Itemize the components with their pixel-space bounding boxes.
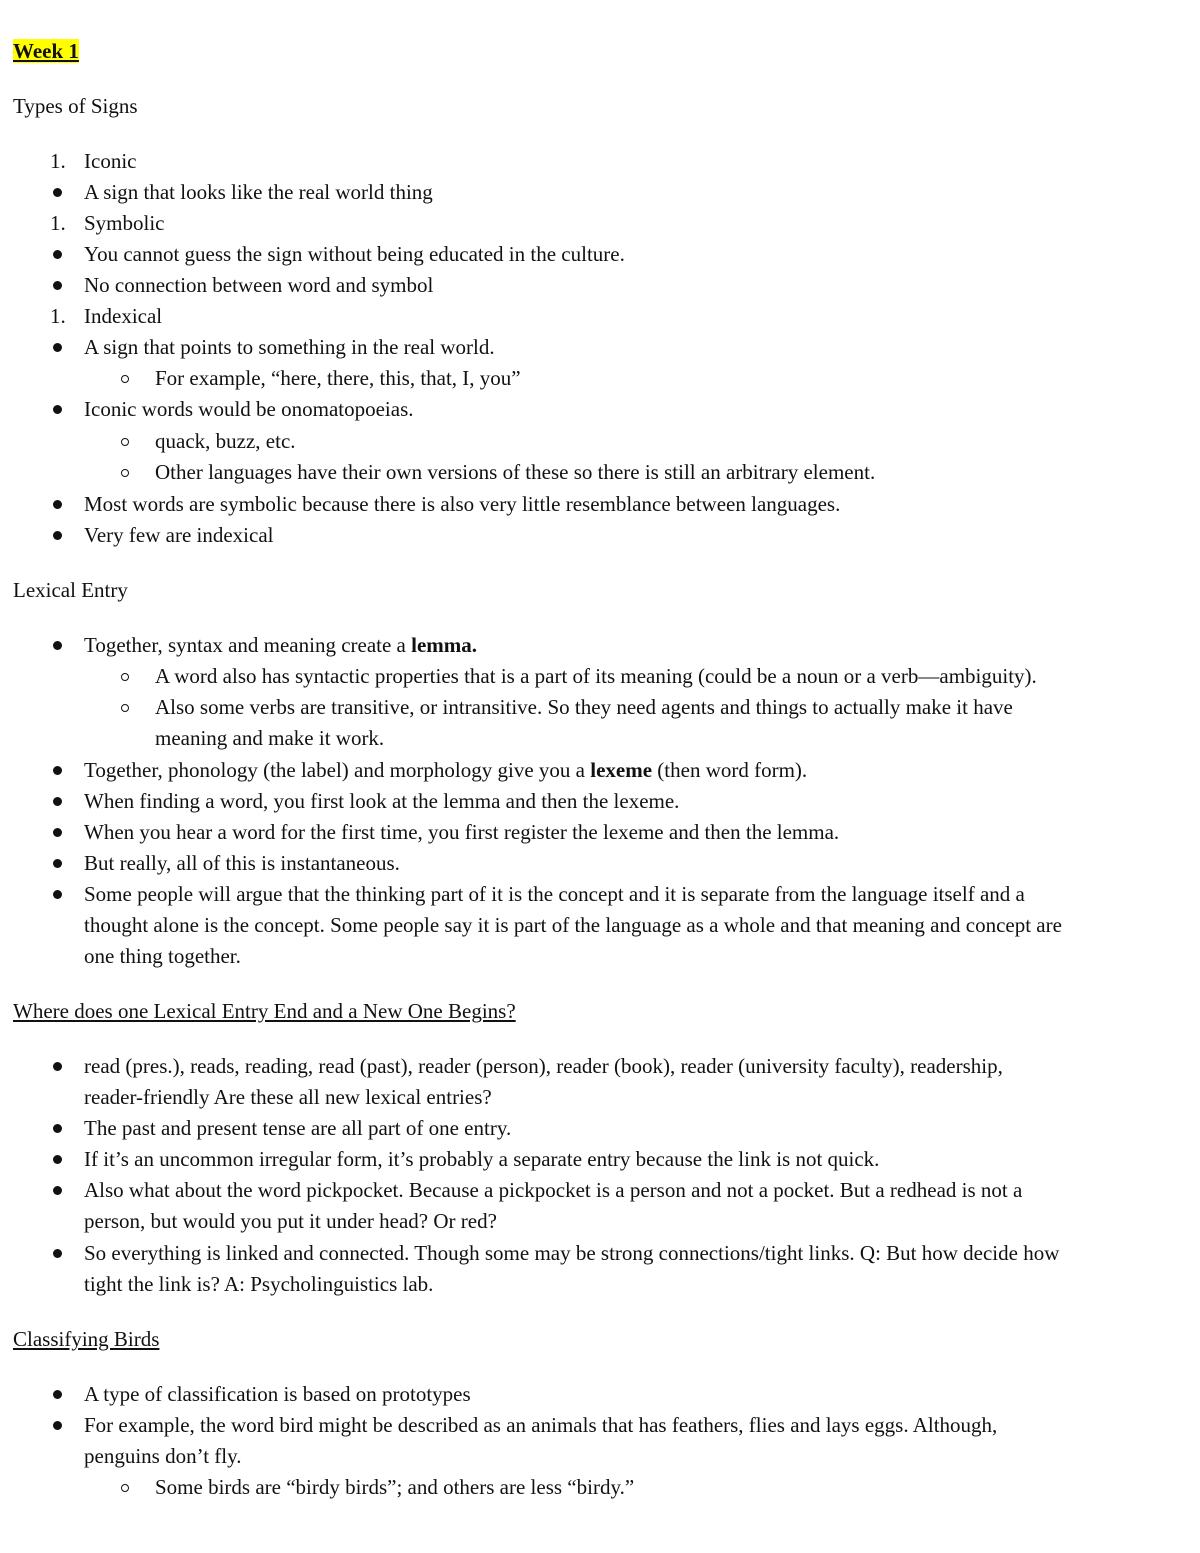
list-item: Most words are symbolic because there is also very little resemblance between languages.: [84, 492, 841, 516]
sub-list-item-continued: meaning and make it work.: [155, 726, 385, 750]
bullet-icon: [53, 766, 62, 775]
list-item: So everything is linked and connected. Though some may be strong connections/tight links. Q: But how decide how: [84, 1241, 1060, 1265]
sub-list-item: A word also has syntactic properties that is a part of its meaning (could be a noun or a verb—ambiguity).: [155, 664, 1037, 688]
sub-list-item: Also some verbs are transitive, or intransitive. So they need agents and things to actually make it have: [155, 695, 1013, 719]
list-item: Also what about the word pickpocket. Because a pickpocket is a person and not a pocket. But a redhead is not a: [84, 1178, 1023, 1202]
list-number: 1.: [50, 211, 66, 235]
hollow-bullet-icon: [121, 375, 129, 383]
bullet-icon: [53, 1249, 62, 1258]
bullet-icon: [53, 343, 62, 352]
sub-list-item: Other languages have their own versions of these so there is still an arbitrary element.: [155, 460, 876, 484]
hollow-bullet-icon: [121, 469, 129, 477]
list-item: When you hear a word for the first time, you first register the lexeme and then the lemma.: [84, 820, 840, 844]
list-item-continued: tight the link is? A: Psycholinguistics lab.: [84, 1272, 434, 1296]
hollow-bullet-icon: [121, 704, 129, 712]
bullet-icon: [53, 405, 62, 414]
list-item-text: Together, phonology (the label) and morphology give you a: [84, 758, 591, 782]
bullet-icon: [53, 1421, 62, 1430]
list-item: You cannot guess the sign without being educated in the culture.: [84, 242, 625, 266]
hollow-bullet-icon: [121, 1484, 129, 1492]
bullet-icon: [53, 828, 62, 837]
list-item-iconic: Iconic: [84, 149, 137, 173]
bullet-icon: [53, 641, 62, 650]
list-item: [84, 630, 477, 661]
list-item-text: Together, syntax and meaning create a: [84, 633, 412, 657]
hollow-bullet-icon: [121, 438, 129, 446]
list-item-continued: one thing together.: [84, 944, 241, 968]
lemma-term: lemma.: [411, 633, 478, 657]
week-heading-text: Week 1: [13, 39, 79, 63]
sub-list-item: Some birds are “birdy birds”; and others are less “birdy.”: [155, 1475, 635, 1499]
list-item: Some people will argue that the thinking part of it is the concept and it is separate from the language itself and a: [84, 882, 1025, 906]
lexical-entry-title: Lexical Entry: [13, 578, 128, 602]
bullet-icon: [53, 1390, 62, 1399]
list-item: A type of classification is based on prototypes: [84, 1382, 471, 1406]
bullet-icon: [53, 1124, 62, 1133]
types-of-signs-title: Types of Signs: [13, 94, 138, 118]
sub-list-item: For example, “here, there, this, that, I, you”: [155, 366, 521, 390]
bullet-icon: [53, 500, 62, 509]
list-item: No connection between word and symbol: [84, 273, 434, 297]
sub-list-item: quack, buzz, etc.: [155, 429, 296, 453]
list-item: The past and present tense are all part of one entry.: [84, 1116, 512, 1140]
bullet-icon: [53, 531, 62, 540]
bullet-icon: [53, 859, 62, 868]
list-item-indexical: Indexical: [84, 304, 163, 328]
bullet-icon: [53, 1186, 62, 1195]
list-item: [84, 755, 807, 786]
list-item-symbolic: Symbolic: [84, 211, 165, 235]
list-item-continued: penguins don’t fly.: [84, 1444, 242, 1468]
bullet-icon: [53, 797, 62, 806]
list-number: 1.: [50, 304, 66, 328]
list-item-text: (then word form).: [652, 758, 808, 782]
bullet-icon: [53, 281, 62, 290]
list-item: read (pres.), reads, reading, read (past), reader (person), reader (book), reader (university faculty), readership,: [84, 1054, 1003, 1078]
list-number: 1.: [50, 149, 66, 173]
list-item-continued: person, but would you put it under head? Or red?: [84, 1209, 497, 1233]
lexeme-term: lexeme: [590, 758, 653, 782]
bullet-icon: [53, 188, 62, 197]
list-item-continued: reader-friendly Are these all new lexical entries?: [84, 1085, 492, 1109]
hollow-bullet-icon: [121, 673, 129, 681]
bullet-icon: [53, 1155, 62, 1164]
list-item: A sign that points to something in the real world.: [84, 335, 495, 359]
list-item: When finding a word, you first look at the lemma and then the lexeme.: [84, 789, 680, 813]
list-item: But really, all of this is instantaneous.: [84, 851, 400, 875]
list-item: Very few are indexical: [84, 523, 274, 547]
where-title: Where does one Lexical Entry End and a New One Begins?: [13, 999, 516, 1023]
list-item: Iconic words would be onomatopoeias.: [84, 397, 414, 421]
list-item: If it’s an uncommon irregular form, it’s probably a separate entry because the link is not quick.: [84, 1147, 880, 1171]
list-item-continued: thought alone is the concept. Some people say it is part of the language as a whole and that meaning and concept are: [84, 913, 1062, 937]
bullet-icon: [53, 890, 62, 899]
classifying-birds-title: Classifying Birds: [13, 1327, 160, 1351]
bullet-icon: [53, 1062, 62, 1071]
list-item: For example, the word bird might be described as an animals that has feathers, flies and lays eggs. Although,: [84, 1413, 998, 1437]
week-heading: [13, 36, 79, 67]
list-item: A sign that looks like the real world thing: [84, 180, 433, 204]
bullet-icon: [53, 250, 62, 259]
